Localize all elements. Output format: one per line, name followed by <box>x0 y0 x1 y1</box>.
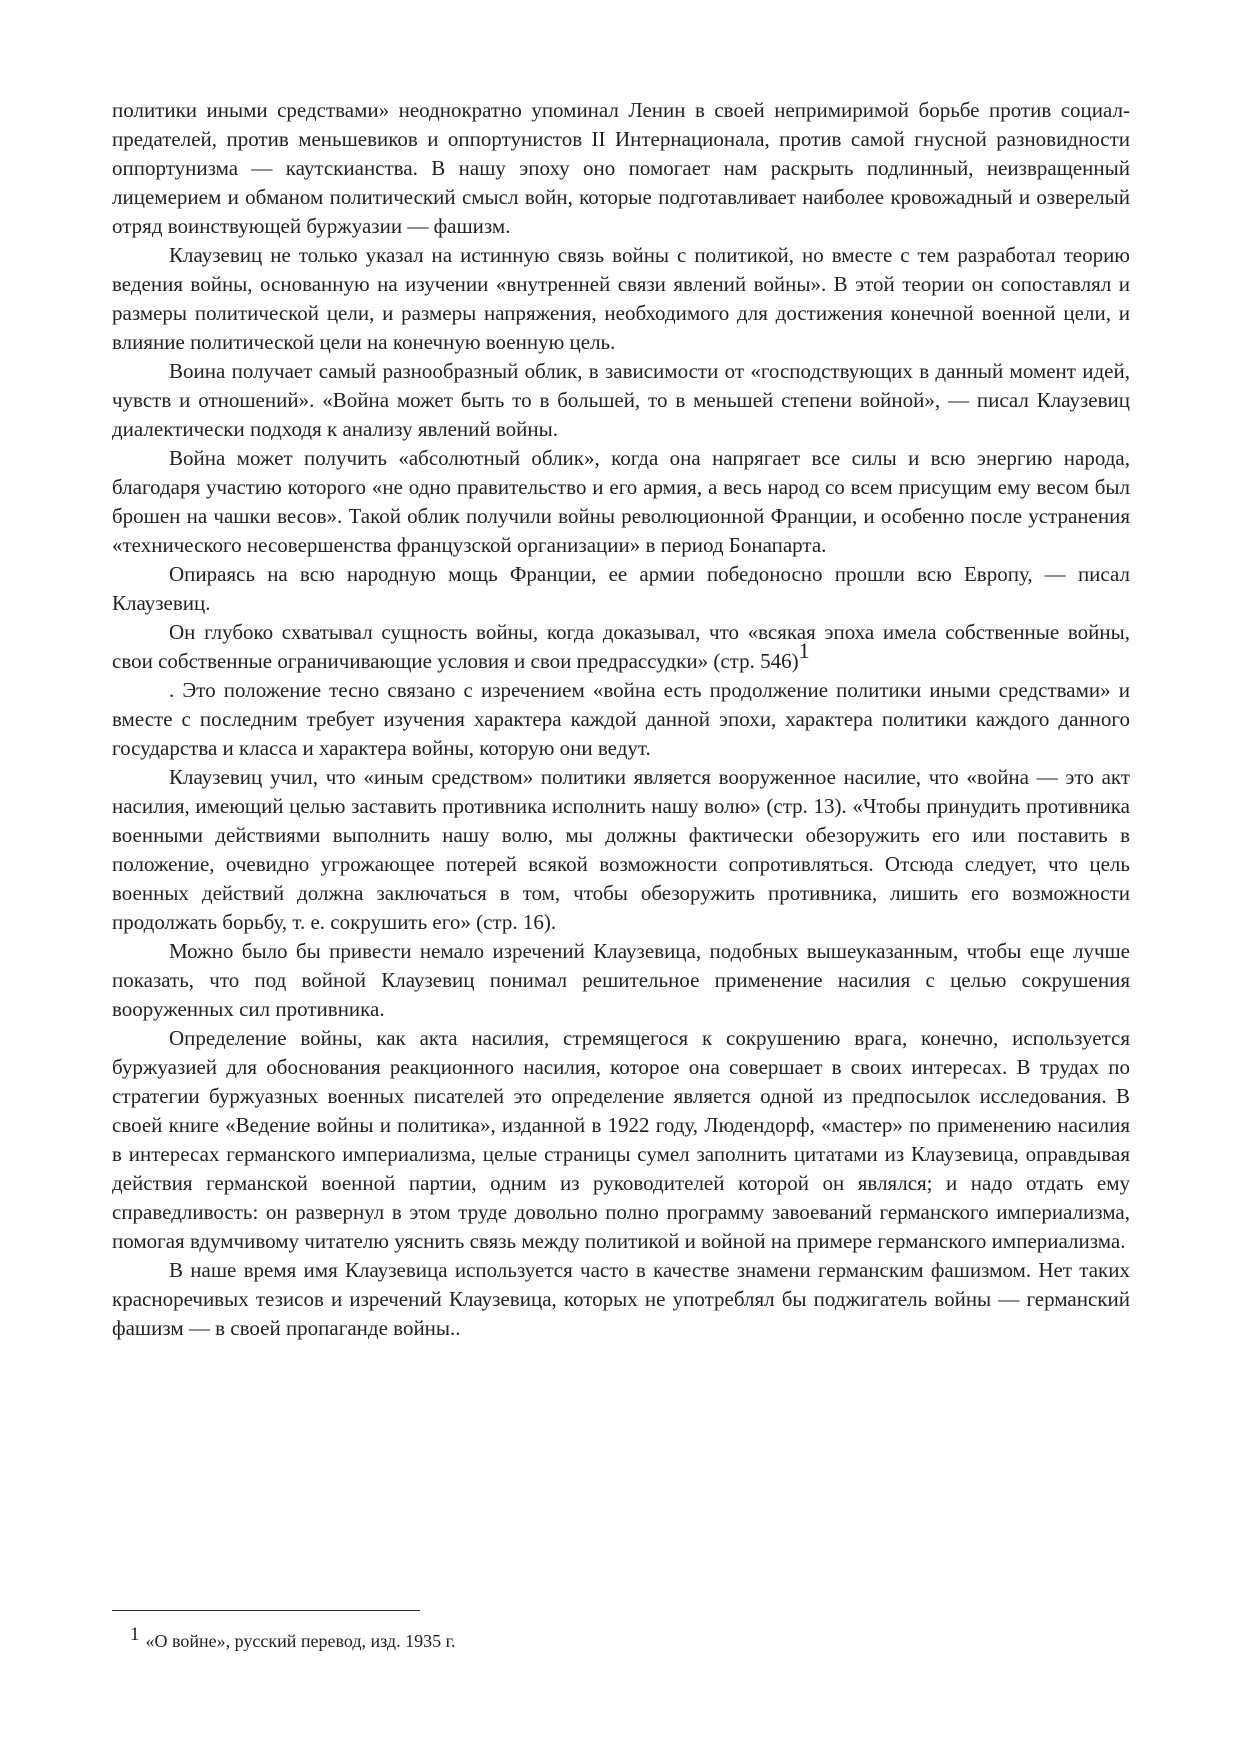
document-body <box>112 96 1130 1343</box>
footnote-reference[interactable]: 1 <box>798 638 810 664</box>
paragraph: В наше время имя Клаузевица используется часто в качестве знамени германским фашизмом. Нет таких красноречивых тезисов и изречений Клаузевица, которых не употреблял бы поджигатель войны — германский фашизм — в своей пропаганде войны.. <box>112 1258 1130 1340</box>
footnote-text: «О войне», русский перевод, изд. 1935 г. <box>145 1631 456 1651</box>
paragraph: . Это положение тесно связано с изречением «война есть продолжение политики иными средствами» и вместе с последним требует изучения характера каждой данной эпохи, характера политики каждого данного государства и класса и характера войны, которую они ведут. <box>112 678 1130 760</box>
paragraph: Определение войны, как акта насилия, стремящегося к сокрушению врага, конечно, используется буржуазией для обоснования реакционного насилия, которое она совершает в своих интересах. В трудах по стратегии буржуазных военных писателей это определение является одной из предпосылок исследования. В своей книге «Ведение войны и политика», изданной в 1922 году, Людендорф, «мастер» по применению насилия в интересах германского империализма, целые страницы сумел заполнить цитатами из Клаузевица, оправдывая действия германской военной партии, одним из руководителей которой он являлся; и надо отдать ему справедливость: он развернул в этом труде довольно полно программу завоеваний германского империализма, помогая вдумчивому читателю уяснить связь между политикой и войной на примере германского империализма. <box>112 1026 1130 1253</box>
paragraph-text: Он глубоко схватывал сущность войны, когда доказывал, что «всякая эпоха имела собственные войны, свои собственные ограничивающие условия и свои предрассудки» (стр. 546) <box>112 620 1130 673</box>
paragraph: политики иными средствами» неоднократно упоминал Ленин в своей непримиримой борьбе против социал-предателей, против меньшевиков и оппортунистов II Интернационала, против самой гнусной разновидности оппортунизма — каутскианства. В нашу эпоху оно помогает нам раскрыть подлинный, неизвращенный лицемерием и обманом политический смысл войн, которые подготавливает наиболее кровожадный и озверелый отряд воинствующей буржуазии — фашизм. <box>112 98 1130 238</box>
paragraph: Можно было бы привести немало изречений Клаузевица, подобных вышеуказанным, чтобы еще лучше показать, что под войной Клаузевиц понимал решительное применение насилия с целью сокрушения вооруженных сил противника. <box>112 939 1130 1021</box>
paragraph: Опираясь на всю народную мощь Франции, ее армии победоносно прошли всю Европу, — писал Клаузевиц. <box>112 562 1130 615</box>
paragraph: Воина получает самый разнообразный облик, в зависимости от «господствующих в данный момент идей, чувств и отношений». «Война может быть то в большей, то в меньшей степени войной», — писал Клаузевиц диалектически подходя к анализу явлений войны. <box>112 359 1130 441</box>
footnote <box>130 1624 1130 1654</box>
paragraph: Клаузевиц не только указал на истинную связь войны с политикой, но вместе с тем разработал теорию ведения войны, основанную на изучении «внутренней связи явлений войны». В этой теории он сопоставлял и размеры политической цели, и размеры напряжения, необходимого для достижения конечной военной цели, и влияние политической цели на конечную военную цель. <box>112 243 1130 354</box>
footnote-divider <box>112 1610 420 1611</box>
paragraph-with-footnote-ref <box>112 618 1130 676</box>
paragraph: Клаузевиц учил, что «иным средством» политики является вооруженное насилие, что «война — это акт насилия, имеющий целью заставить противника исполнить нашу волю» (стр. 13). «Чтобы принудить противника военными действиями выполнить нашу волю, мы должны фактически обезоружить его или поставить в положение, очевидно угрожающее потерей всякой возможности сопротивляться. Отсюда следует, что цель военных действий должна заключаться в том, чтобы обезоружить противника, лишить его возможности продолжать борьбу, т. е. сокрушить его» (стр. 16). <box>112 765 1130 934</box>
paragraph: Война может получить «абсолютный облик», когда она напрягает все силы и всю энергию народа, благодаря участию которого «не одно правительство и его армия, а весь народ со всем присущим ему весом был брошен на чашки весов». Такой облик получили войны революционной Франции, и особенно после устранения «технического несовершенства французской организации» в период Бонапарта. <box>112 446 1130 557</box>
footnote-number: 1 <box>130 1624 140 1646</box>
